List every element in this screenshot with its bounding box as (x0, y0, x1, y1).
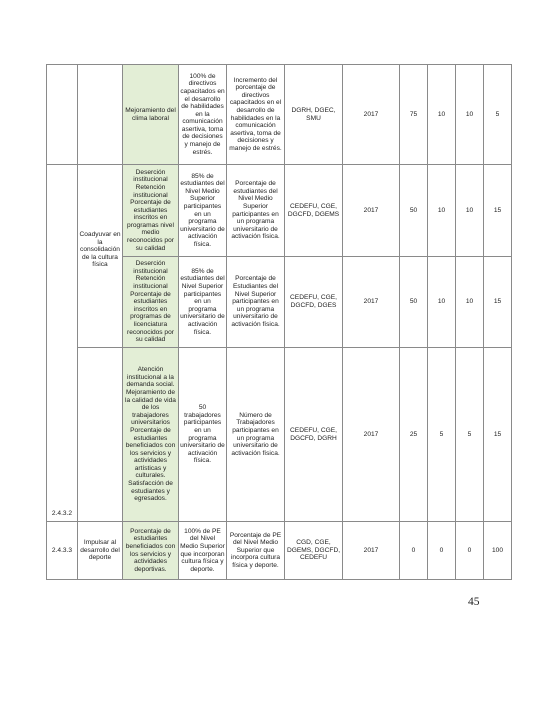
code-cell: 2.4.3.2 (47, 165, 78, 522)
value-cell: 0 (400, 522, 428, 580)
objective-cell: Atención institucional a la demanda social. Mejoramiento de la calidad de vida de los trabajadores universitarios Porcentaje de estudiantes beneficiados con los servicios y actividades artísticas y culturales. Satisfacción de estudiantes y egresados. (123, 348, 179, 522)
value-cell: 25 (400, 348, 428, 522)
value-cell: 15 (484, 165, 512, 257)
goal-cell: 85% de estudiantes del Nivel Medio Superior participantes en un programa universitario de activación física. (179, 165, 227, 257)
year-cell: 2017 (343, 257, 400, 348)
value-cell: 10 (456, 165, 484, 257)
strategy-table (46, 64, 512, 580)
year-cell: 2017 (343, 65, 400, 165)
table-row (47, 348, 512, 522)
strategic-line-cell (78, 348, 123, 522)
year-cell: 2017 (343, 165, 400, 257)
table-row (47, 165, 512, 257)
indicator-cell: Incremento del porcentaje de directivos capacitados en el desarrollo de habilidades en la comunicación asertiva, toma de decisiones y manejo de estrés. (227, 65, 285, 165)
value-cell: 0 (456, 522, 484, 580)
value-cell: 5 (428, 348, 456, 522)
responsible-cell: CEDEFU, CGE, DGCFD, DGES (285, 257, 343, 348)
value-cell: 15 (484, 257, 512, 348)
goal-cell: 100% de PE del Nivel Medio Superior que incorporan cultura física y deporte. (179, 522, 227, 580)
indicator-cell: Número de Trabajadores participantes en un programa universitario de activación física. (227, 348, 285, 522)
value-cell: 10 (456, 65, 484, 165)
year-cell: 2017 (343, 522, 400, 580)
objective-cell: Porcentaje de estudiantes beneficiados con los servicios y actividades deportivas. (123, 522, 179, 580)
value-cell: 100 (484, 522, 512, 580)
strategic-line-cell: Coadyuvar en la consolidación de la cultura física (78, 165, 123, 348)
value-cell: 10 (428, 165, 456, 257)
strategic-line-cell (78, 65, 123, 165)
responsible-cell: CGD, CGE, DGEMS, DGCFD, CEDEFU (285, 522, 343, 580)
goal-cell: 85% de estudiantes del Nivel Superior participantes en un programa universitario de activación física. (179, 257, 227, 348)
strategic-line-cell: Impulsar al desarrollo del deporte (78, 522, 123, 580)
code-cell: 2.4.3.3 (47, 522, 78, 580)
table-row (47, 522, 512, 580)
goal-cell: 100% de directivos capacitados en el desarrollo de habilidades en la comunicación asertiva, toma de decisiones y manejo de estrés. (179, 65, 227, 165)
value-cell: 0 (428, 522, 456, 580)
value-cell: 10 (428, 257, 456, 348)
value-cell: 75 (400, 65, 428, 165)
year-cell: 2017 (343, 348, 400, 522)
indicator-cell: Porcentaje de estudiantes del Nivel Medio Superior participantes en un programa universitario de activación física. (227, 165, 285, 257)
value-cell: 10 (456, 257, 484, 348)
page-number: 45 (468, 596, 480, 608)
indicator-cell: Porcentaje de Estudiantes del Nivel Superior participantes en un programa universitario de activación física. (227, 257, 285, 348)
indicator-cell: Porcentaje de PE del Nivel Medio Superior que incorpora cultura física y deporte. (227, 522, 285, 580)
responsible-cell: DGRH, DGEC, SMU (285, 65, 343, 165)
responsible-cell: CEDEFU, CGE, DGCFD, DGEMS (285, 165, 343, 257)
code-cell (47, 65, 78, 165)
table-row (47, 65, 512, 165)
value-cell: 50 (400, 257, 428, 348)
value-cell: 10 (428, 65, 456, 165)
value-cell: 50 (400, 165, 428, 257)
objective-cell: Mejoramiento del clima laboral (123, 65, 179, 165)
value-cell: 5 (484, 65, 512, 165)
value-cell: 15 (484, 348, 512, 522)
objective-cell: Deserción institucional Retención institucional Porcentaje de estudiantes inscritos en programas de licenciatura reconocidos por su calidad (123, 257, 179, 348)
objective-cell: Deserción institucional Retención institucional Porcentaje de estudiantes inscritos en programas nivel medio reconocidos por su calidad (123, 165, 179, 257)
goal-cell: 50 trabajadores participantes en un programa universitario de activación física. (179, 348, 227, 522)
responsible-cell: CEDEFU, CGE, DGCFD, DGRH (285, 348, 343, 522)
value-cell: 5 (456, 348, 484, 522)
